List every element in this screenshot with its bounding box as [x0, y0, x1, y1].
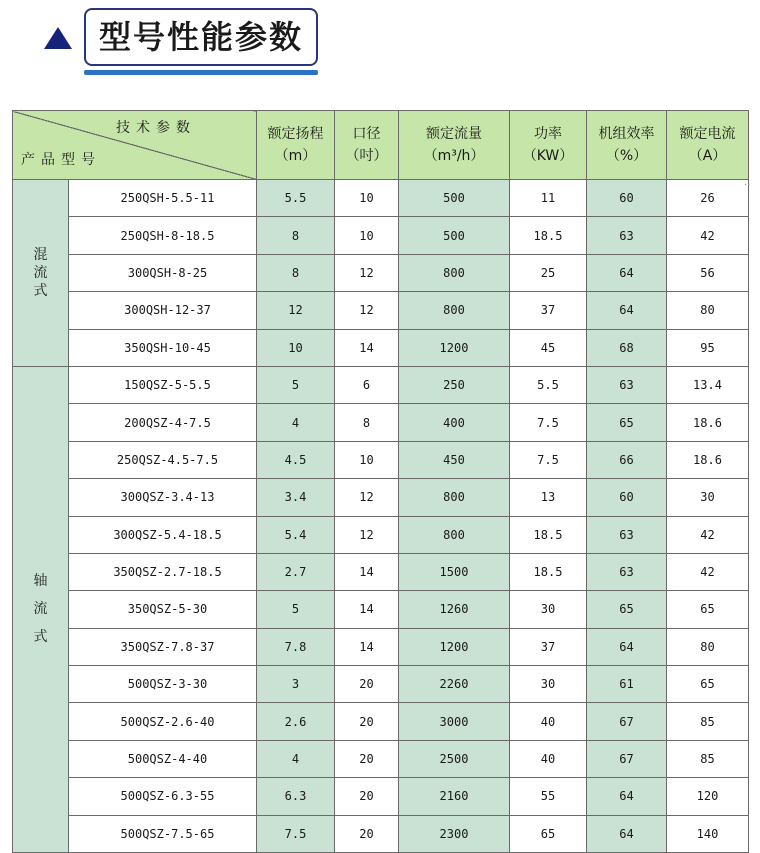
value-cell: 6 [335, 366, 399, 403]
value-cell: 14 [335, 591, 399, 628]
triangle-icon [44, 27, 72, 49]
value-cell: 65 [587, 591, 667, 628]
value-cell: 42 [667, 516, 749, 553]
value-cell: 1200 [399, 628, 510, 665]
value-cell: 85 [667, 703, 749, 740]
value-cell: 20 [335, 815, 399, 852]
value-cell: 20 [335, 740, 399, 777]
model-cell: 250QSZ-4.5-7.5 [69, 441, 257, 478]
value-cell: 250 [399, 366, 510, 403]
table-row [13, 254, 749, 291]
value-cell: 8 [257, 254, 335, 291]
table-body [13, 180, 749, 853]
value-cell: 8 [335, 404, 399, 441]
value-cell: 500 [399, 217, 510, 254]
group-label: 轴 流 式 [13, 366, 69, 852]
model-cell: 350QSZ-7.8-37 [69, 628, 257, 665]
value-cell: 18.5 [510, 516, 587, 553]
value-cell: 5.5 [257, 180, 335, 217]
value-cell: 14 [335, 553, 399, 590]
table-row [13, 815, 749, 852]
value-cell: 26 [667, 180, 749, 217]
table-row [13, 516, 749, 553]
value-cell: 140 [667, 815, 749, 852]
value-cell: 60 [587, 180, 667, 217]
value-cell: 800 [399, 479, 510, 516]
value-cell: 7.8 [257, 628, 335, 665]
model-cell: 500QSZ-3-30 [69, 666, 257, 703]
group-label: 混 流 式 [13, 180, 69, 367]
value-cell: 30 [667, 479, 749, 516]
table-row [13, 329, 749, 366]
value-cell: 80 [667, 292, 749, 329]
value-cell: 45 [510, 329, 587, 366]
value-cell: 2300 [399, 815, 510, 852]
table-row [13, 778, 749, 815]
model-cell: 350QSH-10-45 [69, 329, 257, 366]
model-cell: 350QSZ-5-30 [69, 591, 257, 628]
value-cell: 63 [587, 553, 667, 590]
value-cell: 20 [335, 666, 399, 703]
table-row [13, 666, 749, 703]
table-row [13, 404, 749, 441]
title-underline [84, 70, 318, 75]
value-cell: 800 [399, 254, 510, 291]
value-cell: 40 [510, 740, 587, 777]
value-cell: 10 [257, 329, 335, 366]
value-cell: 500 [399, 180, 510, 217]
model-cell: 350QSZ-2.7-18.5 [69, 553, 257, 590]
column-header: 额定扬程 （m） [257, 111, 335, 180]
model-cell: 300QSZ-3.4-13 [69, 479, 257, 516]
value-cell: 13.4 [667, 366, 749, 403]
value-cell: 65 [667, 666, 749, 703]
corner-top-label: 技术参数 [116, 120, 196, 136]
model-cell: 500QSZ-7.5-65 [69, 815, 257, 852]
value-cell: 64 [587, 815, 667, 852]
value-cell: 12 [335, 292, 399, 329]
value-cell: 67 [587, 703, 667, 740]
value-cell: 65 [587, 404, 667, 441]
table-row [13, 180, 749, 217]
value-cell: 8 [257, 217, 335, 254]
title-bar [0, 0, 760, 90]
value-cell: 64 [587, 292, 667, 329]
value-cell: 64 [587, 628, 667, 665]
value-cell: 2.6 [257, 703, 335, 740]
column-header: 额定流量 （m³/h） [399, 111, 510, 180]
value-cell: 5 [257, 366, 335, 403]
value-cell: 5 [257, 591, 335, 628]
table-row [13, 628, 749, 665]
table-row [13, 553, 749, 590]
value-cell: 67 [587, 740, 667, 777]
value-cell: 10 [335, 441, 399, 478]
header-row [13, 111, 749, 180]
value-cell: 400 [399, 404, 510, 441]
value-cell: 800 [399, 516, 510, 553]
value-cell: 7.5 [257, 815, 335, 852]
spec-table [12, 110, 749, 853]
column-header: 额定电流 （A） [667, 111, 749, 180]
value-cell: 18.6 [667, 441, 749, 478]
value-cell: 18.6 [667, 404, 749, 441]
value-cell: 3 [257, 666, 335, 703]
value-cell: 40 [510, 703, 587, 740]
value-cell: 2160 [399, 778, 510, 815]
value-cell: 66 [587, 441, 667, 478]
value-cell: 14 [335, 628, 399, 665]
value-cell: 25 [510, 254, 587, 291]
value-cell: 85 [667, 740, 749, 777]
value-cell: 12 [257, 292, 335, 329]
value-cell: 7.5 [510, 404, 587, 441]
value-cell: 18.5 [510, 217, 587, 254]
value-cell: 5.5 [510, 366, 587, 403]
value-cell: 42 [667, 217, 749, 254]
value-cell: 20 [335, 778, 399, 815]
value-cell: 56 [667, 254, 749, 291]
value-cell: 30 [510, 591, 587, 628]
model-cell: 500QSZ-4-40 [69, 740, 257, 777]
table-row [13, 740, 749, 777]
value-cell: 4 [257, 740, 335, 777]
value-cell: 10 [335, 180, 399, 217]
value-cell: 450 [399, 441, 510, 478]
value-cell: 1200 [399, 329, 510, 366]
value-cell: 37 [510, 292, 587, 329]
value-cell: 13 [510, 479, 587, 516]
value-cell: 65 [510, 815, 587, 852]
value-cell: 2.7 [257, 553, 335, 590]
value-cell: 12 [335, 516, 399, 553]
value-cell: 4 [257, 404, 335, 441]
table-row [13, 479, 749, 516]
value-cell: 37 [510, 628, 587, 665]
column-header: 口径 （吋） [335, 111, 399, 180]
model-cell: 300QSH-8-25 [69, 254, 257, 291]
table-row [13, 591, 749, 628]
value-cell: 42 [667, 553, 749, 590]
corner-cell [13, 111, 257, 180]
table-row [13, 441, 749, 478]
value-cell: 20 [335, 703, 399, 740]
model-cell: 250QSH-5.5-11 [69, 180, 257, 217]
table-row [13, 366, 749, 403]
value-cell: 55 [510, 778, 587, 815]
title-box [84, 8, 318, 66]
value-cell: 2500 [399, 740, 510, 777]
page-title: 型号性能参数 [98, 18, 303, 56]
value-cell: 12 [335, 479, 399, 516]
value-cell: 14 [335, 329, 399, 366]
value-cell: 95 [667, 329, 749, 366]
value-cell: 80 [667, 628, 749, 665]
column-header: 机组效率 （%） [587, 111, 667, 180]
model-cell: 300QSZ-5.4-18.5 [69, 516, 257, 553]
value-cell: 1260 [399, 591, 510, 628]
value-cell: 63 [587, 516, 667, 553]
value-cell: 800 [399, 292, 510, 329]
value-cell: 61 [587, 666, 667, 703]
edge-dots: ·· [744, 180, 751, 191]
value-cell: 30 [510, 666, 587, 703]
model-cell: 150QSZ-5-5.5 [69, 366, 257, 403]
value-cell: 7.5 [510, 441, 587, 478]
value-cell: 2260 [399, 666, 510, 703]
value-cell: 11 [510, 180, 587, 217]
value-cell: 64 [587, 254, 667, 291]
model-cell: 500QSZ-2.6-40 [69, 703, 257, 740]
value-cell: 63 [587, 366, 667, 403]
value-cell: 3000 [399, 703, 510, 740]
value-cell: 60 [587, 479, 667, 516]
value-cell: 10 [335, 217, 399, 254]
value-cell: 12 [335, 254, 399, 291]
value-cell: 6.3 [257, 778, 335, 815]
value-cell: 64 [587, 778, 667, 815]
value-cell: 120 [667, 778, 749, 815]
value-cell: 4.5 [257, 441, 335, 478]
value-cell: 68 [587, 329, 667, 366]
model-cell: 200QSZ-4-7.5 [69, 404, 257, 441]
corner-bottom-label: 产品型号 [21, 152, 101, 168]
model-cell: 300QSH-12-37 [69, 292, 257, 329]
value-cell: 63 [587, 217, 667, 254]
value-cell: 1500 [399, 553, 510, 590]
value-cell: 65 [667, 591, 749, 628]
value-cell: 3.4 [257, 479, 335, 516]
table-row [13, 217, 749, 254]
column-header: 功率 （KW） [510, 111, 587, 180]
model-cell: 500QSZ-6.3-55 [69, 778, 257, 815]
table-row [13, 292, 749, 329]
value-cell: 5.4 [257, 516, 335, 553]
value-cell: 18.5 [510, 553, 587, 590]
model-cell: 250QSH-8-18.5 [69, 217, 257, 254]
table-row [13, 703, 749, 740]
